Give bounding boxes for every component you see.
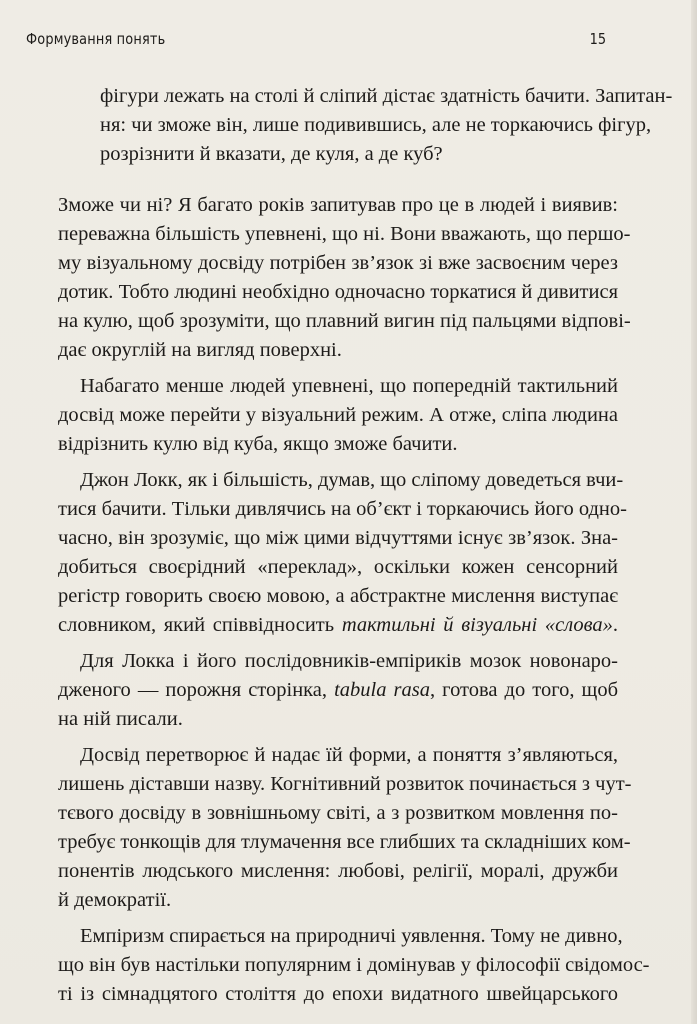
text-run: словником, який співвідносить [58,614,335,636]
paragraph [58,922,650,1009]
text-line: й демократії. [58,889,172,911]
text-line: добиться своєрідний «переклад», оскільки кожен сенсорний [58,556,618,578]
paragraph [58,741,632,915]
text-line: регістр говорить своєю мовою, а абстрактне мислення виступає [58,585,618,607]
text-run: . [612,614,619,636]
page-edge [691,0,697,1024]
quote-line: фігури лежать на столі й сліпий дістає здатність бачити. Запитан- [100,85,673,107]
paragraph [58,466,627,640]
paragraph [58,372,618,459]
text-line [58,676,618,705]
text-line: досвід може перейти у візуальний режим. А отже, сліпа людина [58,404,618,426]
paragraph [58,647,618,734]
text-line: му візуальному досвіду потрібен зв’язок зі вже засвоєним через [58,252,618,274]
quote-line: розрізнити й вказати, де куля, а де куб? [100,143,443,165]
text-line: Набагато менше людей упевнені, що попередній тактильний [80,375,618,397]
text-line: Джон Локк, як і більшість, думав, що сліпому доведеться вчи- [80,469,624,491]
block-quote [58,82,673,169]
text-line: Досвід перетворює й надає їй форми, а поняття з’являються, [80,744,618,766]
text-line: дотик. Тобто людині необхідно одночасно торкатися й дивитися [58,281,618,303]
text-line: Зможе чи ні? Я багато років запитував про це в людей і виявив: [58,194,618,216]
text-line: переважна більшість упевнені, що ні. Вони вважають, що першо- [58,223,631,245]
text-line: ті із сімнадцятого століття до епохи видатного швейцарського [58,983,618,1005]
text-line [58,611,618,640]
text-line: часно, він зрозуміє, що між цими відчуттями існує зв’язок. Зна- [58,527,618,549]
quote-line: ня: чи зможе він, лише подивившись, але не торкаючись фігур, [100,114,652,136]
text-line: лишень діставши назву. Когнітивний розвиток починається з чут- [58,773,632,795]
text-run: , готова до того, щоб [430,679,618,701]
text-run: дженого — порожня сторінка, [58,679,328,701]
page-number: 15 [589,30,606,48]
text-line: тєвого досвіду в зовнішньому світі, а з розвитком мовлення по- [58,802,618,824]
text-line: що він був настільки популярним і домінував у філософії свідомос- [58,954,650,976]
text-line: відрізнить кулю від куба, якщо зможе бачити. [58,433,458,455]
running-title: Формування понять [26,30,166,48]
text-line: Для Локка і його послідовників-емпіриків мозок новонаро- [80,650,618,672]
text-line: требує тонкощів для тлумачення все глибших та складніших ком- [58,831,631,853]
italic-phrase: tabula rasa [334,679,430,701]
text-line: Емпіризм спирається на природничі уявлення. Тому не дивно, [80,925,623,947]
italic-phrase: тактильні й візуальні «слова» [341,614,613,636]
paragraph [58,191,631,365]
text-line: понентів людського мислення: любові, релігії, моралі, дружби [58,860,618,882]
text-line: дає округлій на вигляд поверхні. [58,339,342,361]
text-line: тися бачити. Тільки дивлячись на об’єкт і торкаючись його одно- [58,498,627,520]
body-text [58,82,673,1016]
text-line: на ній писали. [58,708,183,730]
text-line: на кулю, щоб зрозуміти, що плавний вигин під пальцями відпові- [58,310,631,332]
running-head [26,30,606,54]
